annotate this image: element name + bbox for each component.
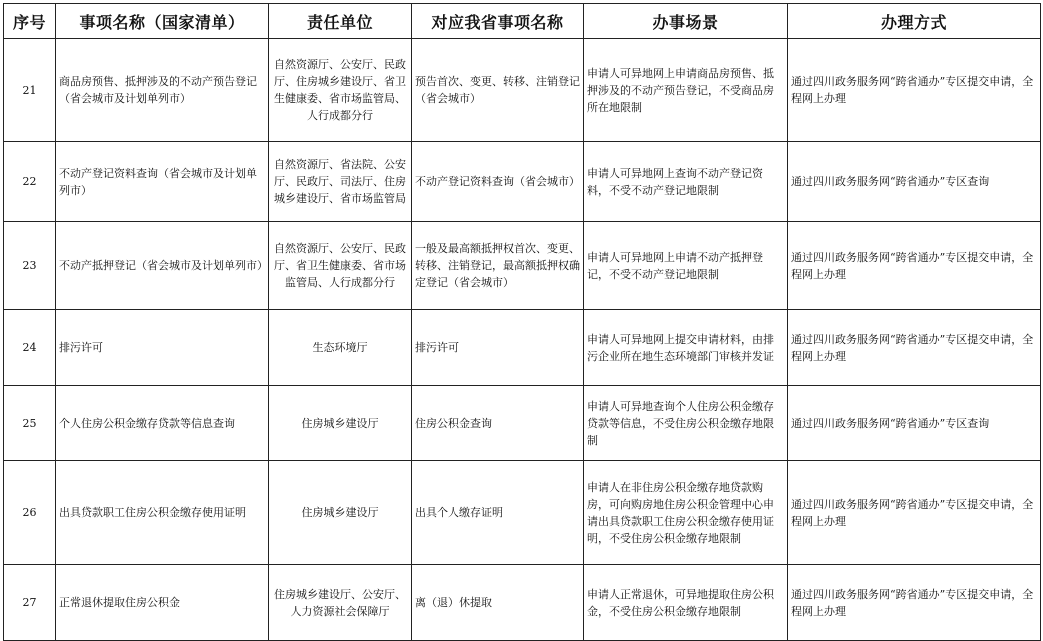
cell-scenario: 申请人可异地网上申请商品房预售、抵押涉及的不动产预告登记，不受商品房所在地限制 — [584, 39, 788, 142]
cell-item-name: 正常退休提取住房公积金 — [56, 565, 269, 641]
cell-item-name: 不动产登记资料查询（省会城市及计划单列市） — [56, 142, 269, 222]
table-header-row — [4, 4, 1041, 39]
cell-method: 通过四川政务服务网“跨省通办”专区查询 — [788, 142, 1041, 222]
cell-scenario: 申请人可异地查询个人住房公积金缴存贷款等信息，不受住房公积金缴存地限制 — [584, 386, 788, 461]
cell-item-name: 出具贷款职工住房公积金缴存使用证明 — [56, 461, 269, 565]
cell-scenario: 申请人可异地网上提交申请材料，由排污企业所在地生态环境部门审核并发证 — [584, 310, 788, 386]
cell-scenario: 申请人在非住房公积金缴存地贷款购房，可向购房地住房公积金管理中心申请出具贷款职工住房公积金缴存使用证明，不受住房公积金缴存地限制 — [584, 461, 788, 565]
cell-province-item: 一般及最高额抵押权首次、变更、转移、注销登记，最高额抵押权确定登记（省会城市） — [412, 222, 584, 310]
cell-responsible-unit: 住房城乡建设厅 — [269, 386, 412, 461]
table-row — [4, 565, 1041, 641]
matter-table — [3, 3, 1041, 641]
table-row — [4, 39, 1041, 142]
cell-method: 通过四川政务服务网“跨省通办”专区提交申请，全程网上办理 — [788, 461, 1041, 565]
cell-province-item: 住房公积金查询 — [412, 386, 584, 461]
document-page — [3, 3, 1041, 641]
cell-method: 通过四川政务服务网“跨省通办”专区查询 — [788, 386, 1041, 461]
cell-responsible-unit: 生态环境厅 — [269, 310, 412, 386]
cell-responsible-unit: 住房城乡建设厅 — [269, 461, 412, 565]
cell-seq: 22 — [4, 142, 56, 222]
table-row — [4, 461, 1041, 565]
cell-province-item: 离（退）休提取 — [412, 565, 584, 641]
cell-seq: 21 — [4, 39, 56, 142]
cell-province-item: 排污许可 — [412, 310, 584, 386]
header-province-item: 对应我省事项名称 — [412, 4, 584, 39]
table-row — [4, 142, 1041, 222]
cell-seq: 25 — [4, 386, 56, 461]
cell-item-name: 商品房预售、抵押涉及的不动产预告登记（省会城市及计划单列市） — [56, 39, 269, 142]
cell-scenario: 申请人可异地网上申请不动产抵押登记，不受不动产登记地限制 — [584, 222, 788, 310]
cell-responsible-unit: 自然资源厅、省法院、公安厅、民政厅、司法厅、住房城乡建设厅、省市场监管局 — [269, 142, 412, 222]
cell-method: 通过四川政务服务网“跨省通办”专区提交申请，全程网上办理 — [788, 565, 1041, 641]
cell-item-name: 不动产抵押登记（省会城市及计划单列市） — [56, 222, 269, 310]
cell-item-name: 排污许可 — [56, 310, 269, 386]
cell-responsible-unit: 住房城乡建设厅、公安厅、人力资源社会保障厅 — [269, 565, 412, 641]
table-row — [4, 310, 1041, 386]
cell-method: 通过四川政务服务网“跨省通办”专区提交申请，全程网上办理 — [788, 310, 1041, 386]
cell-method: 通过四川政务服务网“跨省通办”专区提交申请，全程网上办理 — [788, 222, 1041, 310]
header-responsible-unit: 责任单位 — [269, 4, 412, 39]
table-row — [4, 386, 1041, 461]
cell-scenario: 申请人可异地网上查询不动产登记资料，不受不动产登记地限制 — [584, 142, 788, 222]
cell-item-name: 个人住房公积金缴存贷款等信息查询 — [56, 386, 269, 461]
cell-responsible-unit: 自然资源厅、公安厅、民政厅、省卫生健康委、省市场监管局、人行成都分行 — [269, 222, 412, 310]
header-scenario: 办事场景 — [584, 4, 788, 39]
cell-seq: 23 — [4, 222, 56, 310]
header-seq: 序号 — [4, 4, 56, 39]
table-row — [4, 222, 1041, 310]
cell-method: 通过四川政务服务网“跨省通办”专区提交申请，全程网上办理 — [788, 39, 1041, 142]
header-method: 办理方式 — [788, 4, 1041, 39]
cell-province-item: 不动产登记资料查询（省会城市） — [412, 142, 584, 222]
cell-scenario: 申请人正常退休，可异地提取住房公积金，不受住房公积金缴存地限制 — [584, 565, 788, 641]
cell-province-item: 出具个人缴存证明 — [412, 461, 584, 565]
cell-responsible-unit: 自然资源厅、公安厅、民政厅、住房城乡建设厅、省卫生健康委、省市场监管局、人行成都分行 — [269, 39, 412, 142]
cell-seq: 27 — [4, 565, 56, 641]
header-item-name: 事项名称（国家清单） — [56, 4, 269, 39]
cell-seq: 26 — [4, 461, 56, 565]
cell-province-item: 预告首次、变更、转移、注销登记（省会城市） — [412, 39, 584, 142]
cell-seq: 24 — [4, 310, 56, 386]
